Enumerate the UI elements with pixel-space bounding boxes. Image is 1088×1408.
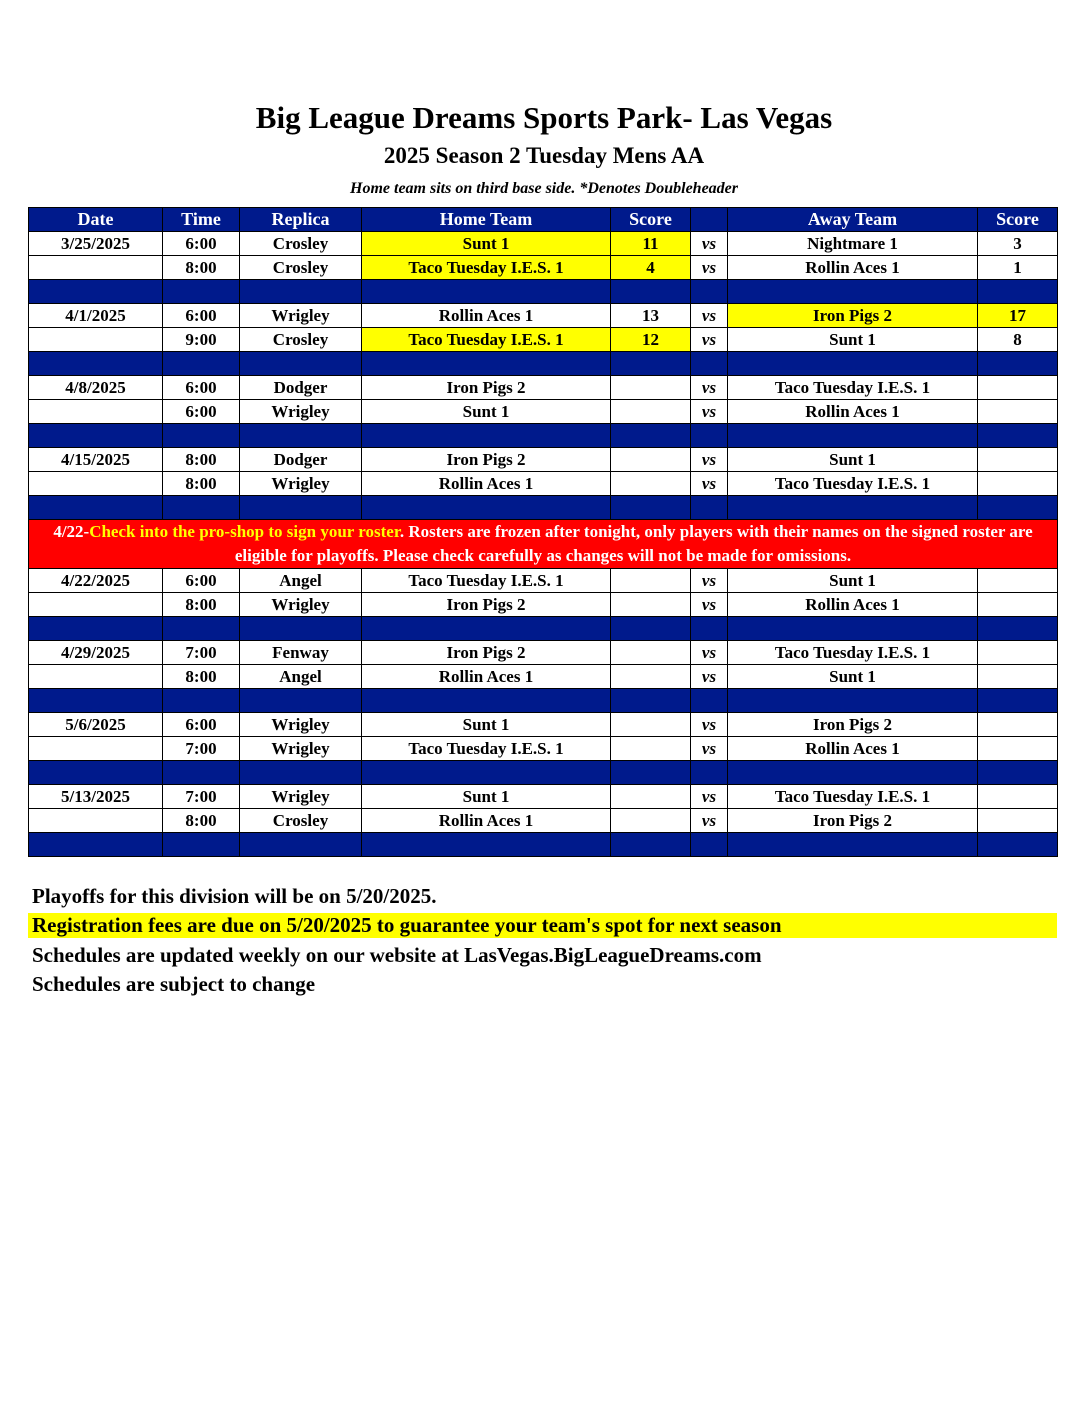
col-header-time: Time (163, 208, 240, 232)
separator-cell (362, 617, 611, 641)
notice-lead: 4/22- (53, 522, 90, 541)
game-row (29, 737, 1058, 761)
date-cell: 3/25/2025 (29, 232, 163, 256)
vs-cell: vs (691, 665, 728, 689)
home-score-cell: 12 (611, 328, 691, 352)
home-team-cell: Taco Tuesday I.E.S. 1 (362, 256, 611, 280)
home-score-cell: 4 (611, 256, 691, 280)
separator-cell (163, 280, 240, 304)
separator-cell (728, 424, 978, 448)
separator-cell (240, 424, 362, 448)
time-cell: 9:00 (163, 328, 240, 352)
away-score-cell (978, 641, 1058, 665)
separator-cell (611, 496, 691, 520)
separator-cell (691, 280, 728, 304)
home-score-cell (611, 400, 691, 424)
date-cell: 4/15/2025 (29, 448, 163, 472)
away-score-cell (978, 472, 1058, 496)
date-cell (29, 593, 163, 617)
time-cell: 7:00 (163, 785, 240, 809)
separator-cell (978, 689, 1058, 713)
home-score-cell (611, 376, 691, 400)
game-row (29, 304, 1058, 328)
vs-cell: vs (691, 593, 728, 617)
vs-cell: vs (691, 448, 728, 472)
header-row (29, 208, 1058, 232)
separator-row (29, 496, 1058, 520)
date-cell (29, 665, 163, 689)
home-team-cell: Sunt 1 (362, 713, 611, 737)
away-team-cell: Sunt 1 (728, 448, 978, 472)
time-cell: 6:00 (163, 400, 240, 424)
replica-cell: Wrigley (240, 400, 362, 424)
separator-cell (362, 280, 611, 304)
separator-cell (728, 352, 978, 376)
separator-cell (240, 761, 362, 785)
game-row (29, 448, 1058, 472)
home-team-cell: Rollin Aces 1 (362, 809, 611, 833)
date-cell: 4/22/2025 (29, 569, 163, 593)
separator-cell (362, 424, 611, 448)
date-cell (29, 809, 163, 833)
away-score-cell (978, 569, 1058, 593)
notice-highlight: Check into the pro-shop to sign your roster (89, 522, 400, 541)
date-cell (29, 328, 163, 352)
change-note: Schedules are subject to change (32, 972, 316, 996)
separator-cell (362, 833, 611, 857)
home-team-cell: Sunt 1 (362, 400, 611, 424)
separator-cell (163, 352, 240, 376)
separator-cell (611, 617, 691, 641)
separator-cell (691, 833, 728, 857)
replica-cell: Dodger (240, 376, 362, 400)
separator-cell (29, 280, 163, 304)
home-score-cell (611, 641, 691, 665)
replica-cell: Wrigley (240, 737, 362, 761)
separator-cell (691, 761, 728, 785)
separator-cell (163, 761, 240, 785)
separator-cell (728, 617, 978, 641)
away-score-cell (978, 400, 1058, 424)
separator-cell (163, 689, 240, 713)
time-cell: 8:00 (163, 256, 240, 280)
replica-cell: Wrigley (240, 785, 362, 809)
separator-cell (978, 280, 1058, 304)
home-team-cell: Iron Pigs 2 (362, 641, 611, 665)
vs-cell: vs (691, 785, 728, 809)
away-score-cell (978, 713, 1058, 737)
time-cell: 7:00 (163, 641, 240, 665)
col-header-home-score: Score (611, 208, 691, 232)
vs-cell: vs (691, 641, 728, 665)
vs-cell: vs (691, 328, 728, 352)
separator-cell (29, 352, 163, 376)
home-score-cell (611, 665, 691, 689)
home-score-cell (611, 472, 691, 496)
away-team-cell: Iron Pigs 2 (728, 304, 978, 328)
separator-cell (611, 689, 691, 713)
vs-cell: vs (691, 569, 728, 593)
home-team-cell: Iron Pigs 2 (362, 376, 611, 400)
away-team-cell: Sunt 1 (728, 569, 978, 593)
replica-cell: Crosley (240, 256, 362, 280)
replica-cell: Angel (240, 569, 362, 593)
home-score-cell (611, 448, 691, 472)
away-team-cell: Rollin Aces 1 (728, 737, 978, 761)
time-cell: 8:00 (163, 809, 240, 833)
home-team-cell: Sunt 1 (362, 785, 611, 809)
away-score-cell (978, 785, 1058, 809)
date-cell (29, 472, 163, 496)
separator-cell (978, 496, 1058, 520)
separator-row (29, 280, 1058, 304)
separator-row (29, 352, 1058, 376)
separator-cell (978, 617, 1058, 641)
separator-cell (240, 352, 362, 376)
away-score-cell (978, 448, 1058, 472)
away-score-cell (978, 376, 1058, 400)
vs-cell: vs (691, 472, 728, 496)
date-cell (29, 400, 163, 424)
game-row (29, 328, 1058, 352)
replica-cell: Wrigley (240, 713, 362, 737)
separator-cell (240, 833, 362, 857)
separator-cell (691, 424, 728, 448)
col-header-home-team: Home Team (362, 208, 611, 232)
away-team-cell: Rollin Aces 1 (728, 400, 978, 424)
time-cell: 6:00 (163, 713, 240, 737)
separator-cell (163, 424, 240, 448)
separator-cell (978, 833, 1058, 857)
separator-cell (728, 761, 978, 785)
separator-cell (362, 761, 611, 785)
away-team-cell: Taco Tuesday I.E.S. 1 (728, 376, 978, 400)
vs-cell: vs (691, 232, 728, 256)
vs-cell: vs (691, 737, 728, 761)
separator-cell (163, 617, 240, 641)
game-row (29, 400, 1058, 424)
separator-cell (728, 496, 978, 520)
time-cell: 8:00 (163, 448, 240, 472)
game-row (29, 641, 1058, 665)
separator-row (29, 761, 1058, 785)
game-row (29, 569, 1058, 593)
separator-cell (611, 833, 691, 857)
game-row (29, 593, 1058, 617)
separator-cell (29, 496, 163, 520)
separator-row (29, 689, 1058, 713)
page-note: Home team sits on third base side. *Denotes Doubleheader (350, 180, 738, 197)
home-team-cell: Rollin Aces 1 (362, 665, 611, 689)
replica-cell: Crosley (240, 809, 362, 833)
home-team-cell: Iron Pigs 2 (362, 448, 611, 472)
home-team-cell: Sunt 1 (362, 232, 611, 256)
vs-cell: vs (691, 256, 728, 280)
home-score-cell (611, 593, 691, 617)
separator-cell (978, 761, 1058, 785)
page-subtitle: 2025 Season 2 Tuesday Mens AA (383, 143, 705, 168)
page-title: Big League Dreams Sports Park- Las Vegas (255, 100, 833, 135)
away-team-cell: Rollin Aces 1 (728, 593, 978, 617)
separator-cell (29, 617, 163, 641)
separator-cell (163, 496, 240, 520)
away-score-cell (978, 809, 1058, 833)
game-row (29, 665, 1058, 689)
away-score-cell (978, 737, 1058, 761)
home-score-cell (611, 785, 691, 809)
col-header-replica: Replica (240, 208, 362, 232)
home-team-cell: Taco Tuesday I.E.S. 1 (362, 328, 611, 352)
schedule-body (29, 232, 1058, 857)
away-team-cell: Rollin Aces 1 (728, 256, 978, 280)
replica-cell: Crosley (240, 232, 362, 256)
separator-cell (691, 352, 728, 376)
website-note: Schedules are updated weekly on our website at LasVegas.BigLeagueDreams.com (32, 943, 762, 967)
game-row (29, 256, 1058, 280)
home-team-cell: Rollin Aces 1 (362, 304, 611, 328)
separator-cell (29, 689, 163, 713)
away-score-cell (978, 665, 1058, 689)
col-header-date: Date (29, 208, 163, 232)
away-team-cell: Taco Tuesday I.E.S. 1 (728, 641, 978, 665)
time-cell: 6:00 (163, 569, 240, 593)
separator-row (29, 617, 1058, 641)
time-cell: 6:00 (163, 376, 240, 400)
date-cell: 4/8/2025 (29, 376, 163, 400)
separator-cell (611, 352, 691, 376)
separator-cell (691, 689, 728, 713)
home-score-cell (611, 737, 691, 761)
separator-cell (611, 424, 691, 448)
playoffs-note: Playoffs for this division will be on 5/20/2025. (32, 884, 437, 908)
separator-cell (240, 280, 362, 304)
home-team-cell: Taco Tuesday I.E.S. 1 (362, 569, 611, 593)
separator-cell (728, 280, 978, 304)
time-cell: 8:00 (163, 665, 240, 689)
away-score-cell: 3 (978, 232, 1058, 256)
separator-cell (240, 496, 362, 520)
away-score-cell: 8 (978, 328, 1058, 352)
vs-cell: vs (691, 713, 728, 737)
away-team-cell: Iron Pigs 2 (728, 713, 978, 737)
game-row (29, 713, 1058, 737)
separator-cell (728, 689, 978, 713)
game-row (29, 809, 1058, 833)
separator-cell (728, 833, 978, 857)
separator-cell (240, 617, 362, 641)
separator-cell (691, 496, 728, 520)
vs-cell: vs (691, 400, 728, 424)
game-row (29, 232, 1058, 256)
game-row (29, 376, 1058, 400)
replica-cell: Wrigley (240, 593, 362, 617)
col-header-vs (691, 208, 728, 232)
separator-cell (611, 280, 691, 304)
time-cell: 6:00 (163, 232, 240, 256)
home-score-cell (611, 569, 691, 593)
replica-cell: Wrigley (240, 304, 362, 328)
replica-cell: Dodger (240, 448, 362, 472)
schedule-table (28, 207, 1058, 857)
separator-cell (29, 833, 163, 857)
replica-cell: Crosley (240, 328, 362, 352)
separator-row (29, 424, 1058, 448)
separator-cell (362, 496, 611, 520)
date-cell (29, 737, 163, 761)
time-cell: 7:00 (163, 737, 240, 761)
time-cell: 6:00 (163, 304, 240, 328)
time-cell: 8:00 (163, 593, 240, 617)
replica-cell: Fenway (240, 641, 362, 665)
away-team-cell: Nightmare 1 (728, 232, 978, 256)
away-score-cell (978, 593, 1058, 617)
roster-notice (29, 520, 1058, 569)
away-team-cell: Sunt 1 (728, 328, 978, 352)
home-score-cell (611, 713, 691, 737)
separator-cell (163, 833, 240, 857)
notice-rest: . Rosters are frozen after tonight, only players with their names on the signed roster are eligible for playoffs. Please check carefully as changes will not be made for omissions. (234, 522, 1033, 565)
date-cell: 5/13/2025 (29, 785, 163, 809)
home-score-cell (611, 809, 691, 833)
separator-cell (29, 761, 163, 785)
vs-cell: vs (691, 376, 728, 400)
replica-cell: Angel (240, 665, 362, 689)
away-score-cell: 17 (978, 304, 1058, 328)
separator-cell (362, 689, 611, 713)
away-team-cell: Iron Pigs 2 (728, 809, 978, 833)
separator-cell (240, 689, 362, 713)
date-cell: 5/6/2025 (29, 713, 163, 737)
home-score-cell: 13 (611, 304, 691, 328)
separator-cell (978, 424, 1058, 448)
col-header-away-score: Score (978, 208, 1058, 232)
separator-cell (362, 352, 611, 376)
away-team-cell: Taco Tuesday I.E.S. 1 (728, 472, 978, 496)
away-score-cell: 1 (978, 256, 1058, 280)
separator-cell (29, 424, 163, 448)
game-row (29, 785, 1058, 809)
separator-row (29, 833, 1058, 857)
home-score-cell: 11 (611, 232, 691, 256)
time-cell: 8:00 (163, 472, 240, 496)
home-team-cell: Rollin Aces 1 (362, 472, 611, 496)
vs-cell: vs (691, 304, 728, 328)
home-team-cell: Taco Tuesday I.E.S. 1 (362, 737, 611, 761)
separator-cell (691, 617, 728, 641)
home-team-cell: Iron Pigs 2 (362, 593, 611, 617)
separator-cell (611, 761, 691, 785)
date-cell (29, 256, 163, 280)
col-header-away-team: Away Team (728, 208, 978, 232)
replica-cell: Wrigley (240, 472, 362, 496)
separator-cell (978, 352, 1058, 376)
roster-notice-row (29, 520, 1058, 569)
away-team-cell: Sunt 1 (728, 665, 978, 689)
vs-cell: vs (691, 809, 728, 833)
date-cell: 4/1/2025 (29, 304, 163, 328)
registration-note: Registration fees are due on 5/20/2025 to guarantee your team's spot for next season (28, 913, 1057, 938)
date-cell: 4/29/2025 (29, 641, 163, 665)
game-row (29, 472, 1058, 496)
away-team-cell: Taco Tuesday I.E.S. 1 (728, 785, 978, 809)
